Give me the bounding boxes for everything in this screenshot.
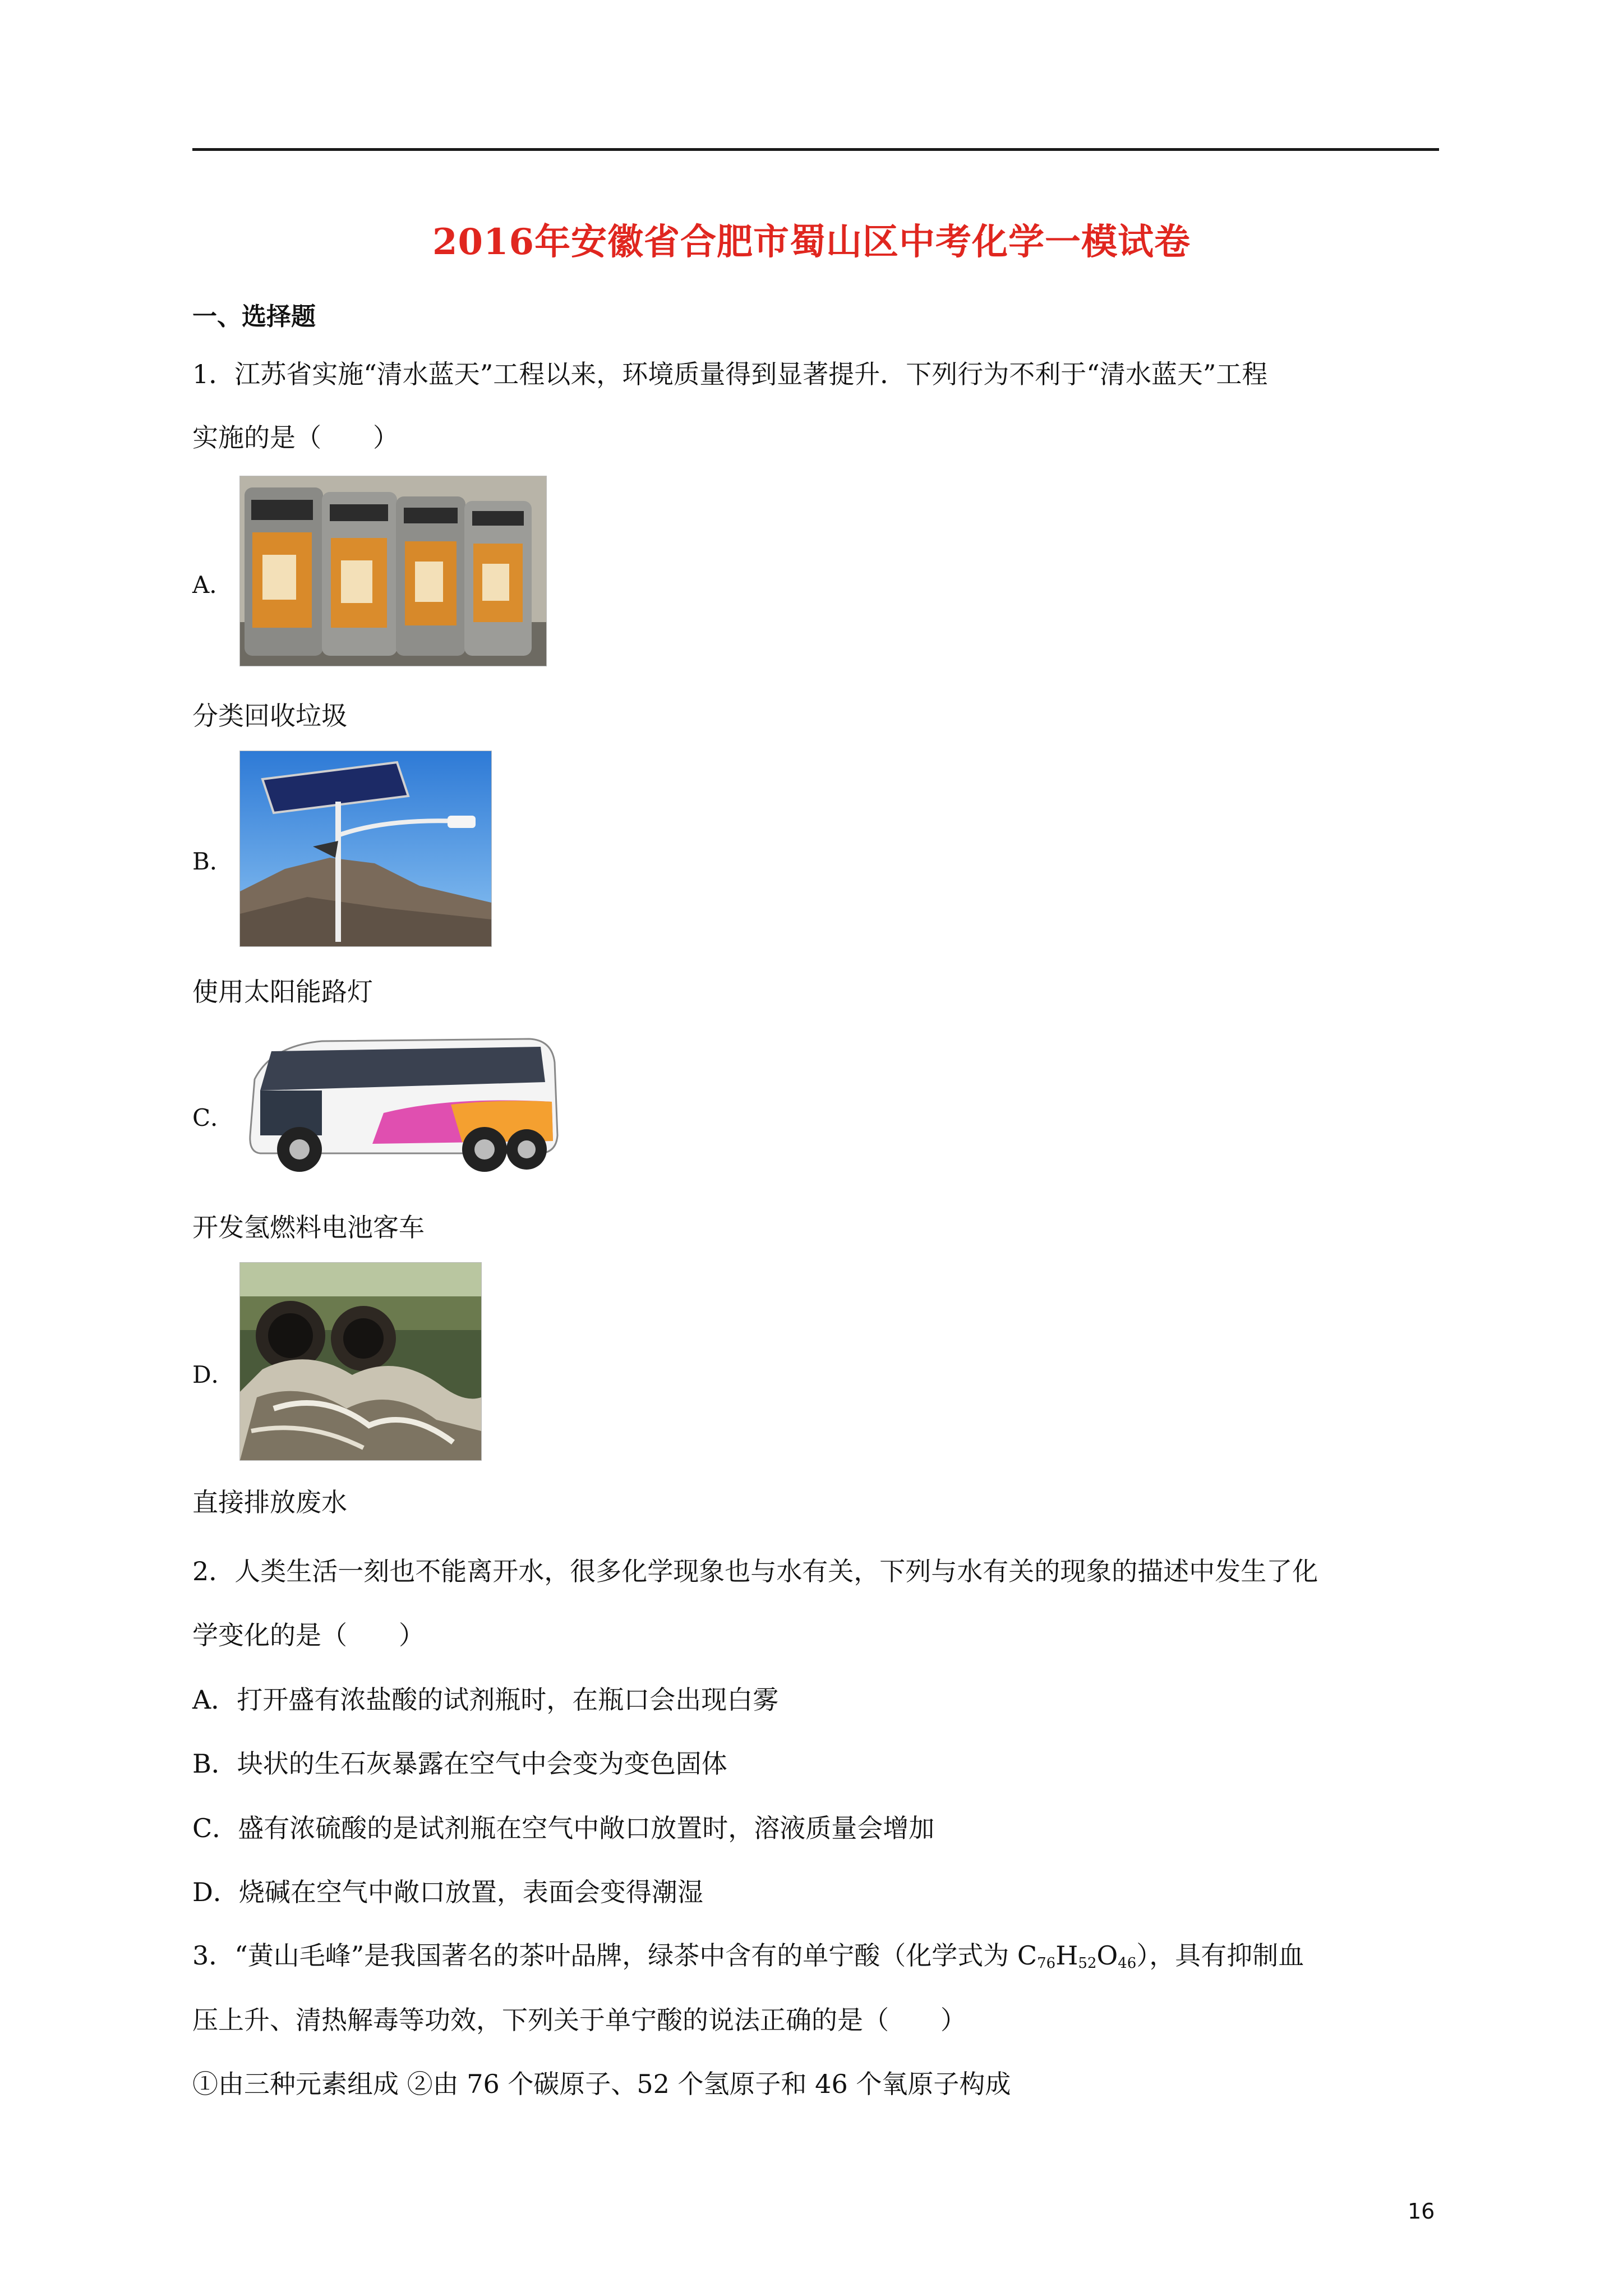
q2-option-d: D．烧碱在空气中敞口放置，表面会变得潮湿 bbox=[192, 1877, 703, 1907]
q2-stem-line2: 学变化的是（ ） bbox=[192, 1620, 425, 1650]
solar-street-lamp-photo bbox=[239, 751, 492, 947]
q1-option-a-caption: 分类回收垃圾 bbox=[192, 701, 347, 731]
q2-option-b: B．块状的生石灰暴露在空气中会变为变色固体 bbox=[192, 1749, 727, 1779]
page-title: 2016年安徽省合肥市蜀山区中考化学一模试卷 bbox=[432, 221, 1191, 263]
header-rule bbox=[192, 148, 1439, 151]
page-number: 16 bbox=[1408, 2199, 1435, 2224]
q1-option-b-label: B． bbox=[192, 848, 233, 875]
q3-stem-text-b: ），具有抑制血 bbox=[1136, 1940, 1304, 1971]
q1-option-c-caption: 开发氢燃料电池客车 bbox=[192, 1212, 425, 1243]
q1-stem-line1: 1．江苏省实施“清水蓝天”工程以来，环境质量得到显著提升．下列行为不利于“清水蓝天”工程 bbox=[192, 359, 1268, 389]
q3-stem-line2: 压上升、清热解毒等功效，下列关于单宁酸的说法正确的是（ ） bbox=[192, 2005, 966, 2035]
q1-option-b-caption: 使用太阳能路灯 bbox=[192, 977, 373, 1007]
q1-option-d-caption: 直接排放废水 bbox=[192, 1487, 347, 1517]
q2-option-c: C．盛有浓硫酸的是试剂瓶在空气中敞口放置时，溶液质量会增加 bbox=[192, 1813, 935, 1843]
q1-option-d-label: D． bbox=[192, 1361, 235, 1388]
q3-stem-line1 bbox=[192, 1940, 1304, 1972]
q3-stem-text-a: 3．“黄山毛峰”是我国著名的茶叶品牌，绿茶中含有的单宁酸（化学式为 C bbox=[192, 1940, 1038, 1971]
recycling-bins-photo bbox=[239, 476, 547, 666]
bus-photo bbox=[238, 1029, 559, 1178]
q3-element-h: H bbox=[1055, 1940, 1078, 1971]
q1-stem-line2: 实施的是（ ） bbox=[192, 422, 399, 453]
q3-statement-line: ①由三种元素组成 ②由 76 个碳原子、52 个氢原子和 46 个氧原子构成 bbox=[192, 2069, 1011, 2099]
q3-element-o: O bbox=[1096, 1940, 1118, 1971]
q3-subscript-o: 46 bbox=[1118, 1955, 1137, 1972]
q1-option-c-label: C． bbox=[192, 1104, 234, 1131]
section-heading: 一、选择题 bbox=[192, 302, 316, 331]
q1-option-a-label: A． bbox=[192, 571, 233, 599]
q2-option-a: A．打开盛有浓盐酸的试剂瓶时，在瓶口会出现白雾 bbox=[192, 1685, 779, 1715]
q2-stem-line1: 2．人类生活一刻也不能离开水，很多化学现象也与水有关，下列与水有关的现象的描述中发生了化 bbox=[192, 1556, 1318, 1586]
q3-subscript-c: 76 bbox=[1037, 1955, 1056, 1972]
wastewater-pipe-photo bbox=[239, 1262, 482, 1461]
q3-subscript-h: 52 bbox=[1078, 1955, 1097, 1972]
